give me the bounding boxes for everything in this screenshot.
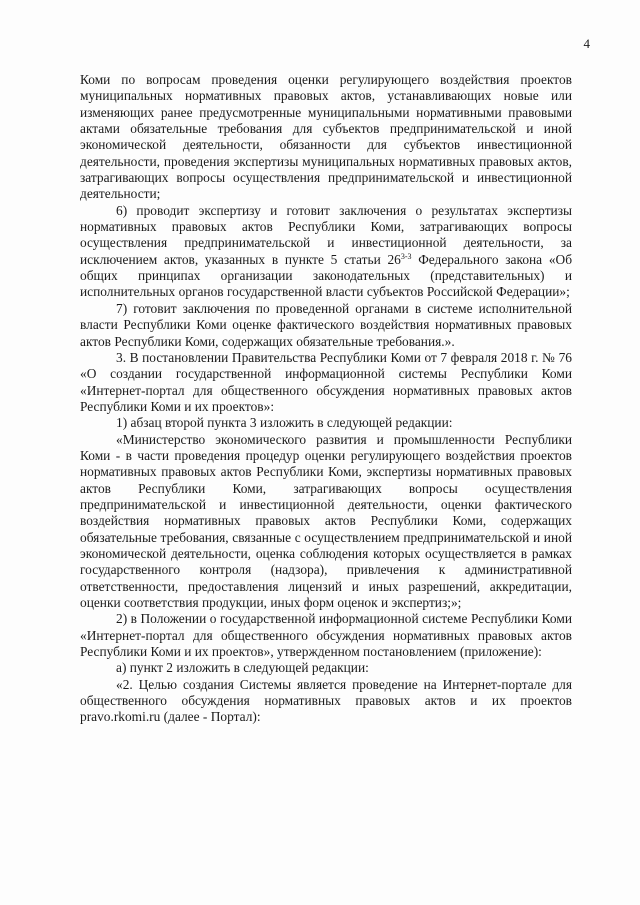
paragraph-subitem-2: 2) в Положении о государственной информационной системе Республики Коми «Интернет-портал для общественного обсуждения нормативных правовых актов Республики Коми и их проектов», утвержденном постановлением (приложение): (80, 611, 572, 660)
paragraph-item-6-text-end: Федерального закона «Об общих принципах организации законодательных (представительных) и исполнительных органов государственной власти субъектов Российской Федерации»; (80, 251, 573, 300)
paragraph-quoted-ministry: «Министерство экономического развития и промышленности Республики Коми - в части проведения процедур оценки регулирующего воздействия проектов нормативных правовых актов Республики Коми, экспертизы нормативных правовых актов Республики Коми, затрагивающих вопросы осуществления предпринимательской и инвестиционной деятельности, оценки фактического воздействия нормативных правовых актов Республики Коми, содержащих обязательные требования, связанные с осуществлением предпринимательской и иной экономической деятельности, оценка соблюдения которых осуществляется в рамках государственного контроля (надзора), привлечения к административной ответственности, предоставления лицензий и иных разрешений, аккредитации, оценки соответствия продукции, иных форм оценок и экспертиз;»; (80, 431, 572, 610)
paragraph-subitem-1: 1) абзац второй пункта 3 изложить в следующей редакции: (116, 415, 453, 431)
paragraph-item-6 (80, 203, 572, 301)
paragraph-item-6-text: 6) проводит экспертизу и готовит заключения о результатах экспертизы нормативных правовых актов Республики Коми, затрагивающих вопросы осуществления предпринимательской и инвестиционной деятельности, за исключением актов, указанных в пункте 5 статьи 26 (80, 202, 572, 267)
document-body (80, 72, 572, 726)
page-number: 4 (583, 36, 590, 51)
paragraph-item-7: 7) готовит заключения по проведенной органами в системе исполнительной власти Республики Коми оценке фактического воздействия нормативных правовых актов Республики Коми, содержащих обязательные требования.». (80, 300, 572, 349)
paragraph-section-3: 3. В постановлении Правительства Республики Коми от 7 февраля 2018 г. № 76 «О создании государственной информационной системы Республики Коми «Интернет-портал для общественного обсуждения нормативных правовых актов Республики Коми и их проектов»: (80, 349, 572, 414)
paragraph-quoted-point-2: «2. Целью создания Системы является проведение на Интернет-портале для общественного обсуждения нормативных правовых актов и их проектов pravo.rkomi.ru (далее - Портал): (80, 676, 572, 725)
article-superscript: 3-3 (400, 251, 412, 261)
paragraph-continuation: Коми по вопросам проведения оценки регулирующего воздействия проектов муниципальных нормативных правовых актов, устанавливающих новые или изменяющих ранее предусмотренные муниципальными нормативными правовыми актами обязательные требования для субъектов предпринимательской и иной экономической деятельности, обязанности для субъектов инвестиционной деятельности, проведения экспертизы муниципальных нормативных правовых актов, затрагивающих вопросы осуществления предпринимательской и инвестиционной деятельности; (80, 72, 572, 202)
paragraph-subitem-a: а) пункт 2 изложить в следующей редакции: (116, 660, 369, 676)
